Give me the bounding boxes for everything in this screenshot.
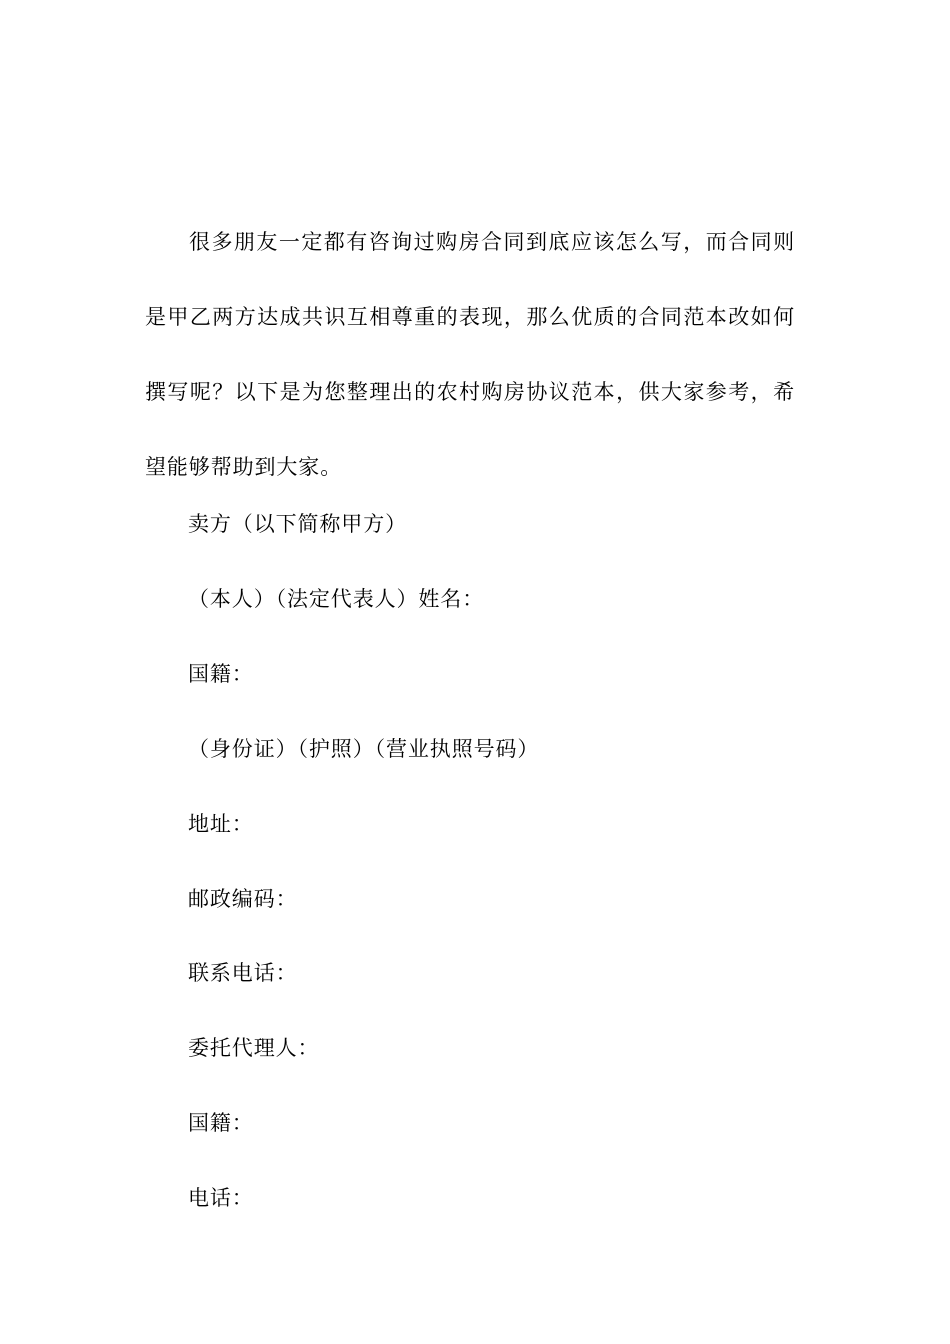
address-field-label: 地址： [188, 812, 254, 836]
agent-field-label: 委托代理人： [188, 1036, 320, 1060]
intro-paragraph: 很多朋友一定都有咨询过购房合同到底应该怎么写，而合同则是甲乙两方达成共识互相尊重的表现，那么优质的合同范本改如何撰写呢？以下是为您整理出的农村购房协议范本，供大家参考，希望能够帮助到大家。 [145, 230, 795, 479]
postal-code-field-label: 邮政编码： [188, 887, 298, 911]
phone-field-label: 电话： [188, 1186, 254, 1210]
contact-phone-field-label: 联系电话： [188, 961, 298, 985]
agent-nationality-field-label: 国籍： [188, 1111, 254, 1135]
name-field-label: （本人）（法定代表人）姓名： [188, 587, 485, 611]
nationality-field-label: 国籍： [188, 662, 254, 686]
id-field-label: （身份证）（护照）（营业执照号码） [188, 737, 540, 761]
seller-heading: 卖方（以下简称甲方） [188, 512, 407, 536]
